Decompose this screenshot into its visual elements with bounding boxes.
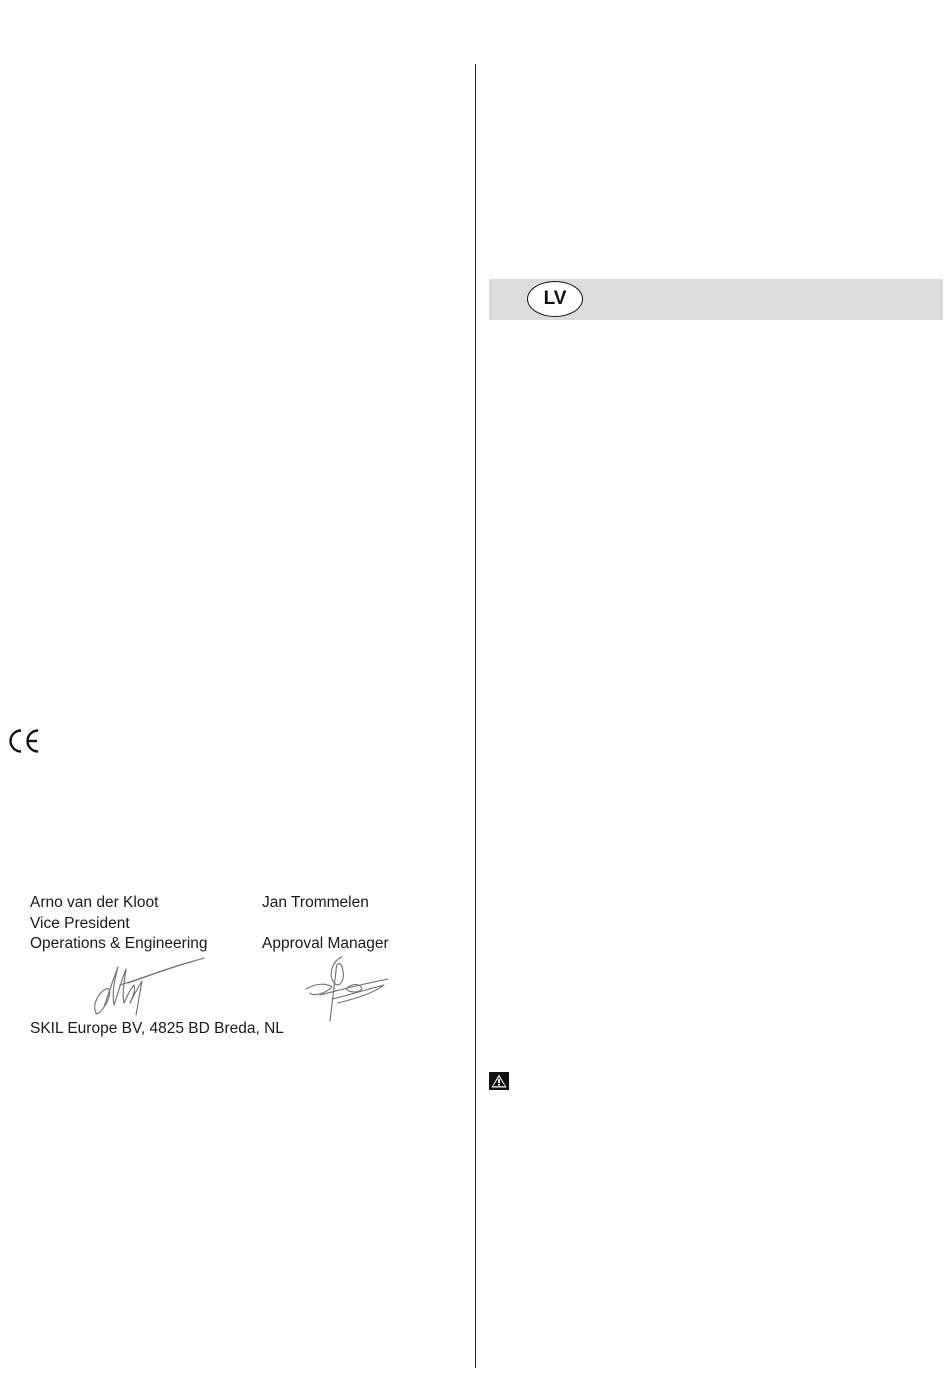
signatory-right-name: Jan Trommelen	[262, 894, 369, 911]
signatory-right-spacer	[262, 914, 389, 935]
signatory-left	[30, 893, 208, 955]
signatory-right	[262, 893, 389, 955]
signatory-left-title: Vice President	[30, 914, 130, 932]
language-code-badge: LV	[527, 281, 583, 317]
signatory-right-title: Approval Manager	[262, 935, 389, 952]
signatory-left-name: Arno van der Kloot	[30, 894, 159, 911]
signature-right-icon	[302, 953, 394, 1023]
ce-mark-icon	[6, 726, 42, 756]
signature-left-icon	[90, 955, 210, 1019]
signatory-left-department: Operations & Engineering	[30, 935, 208, 952]
language-section-band	[489, 279, 943, 320]
warning-triangle-icon	[489, 1072, 509, 1090]
company-address: SKIL Europe BV, 4825 BD Breda, NL	[30, 1020, 284, 1037]
column-divider	[475, 64, 476, 1368]
